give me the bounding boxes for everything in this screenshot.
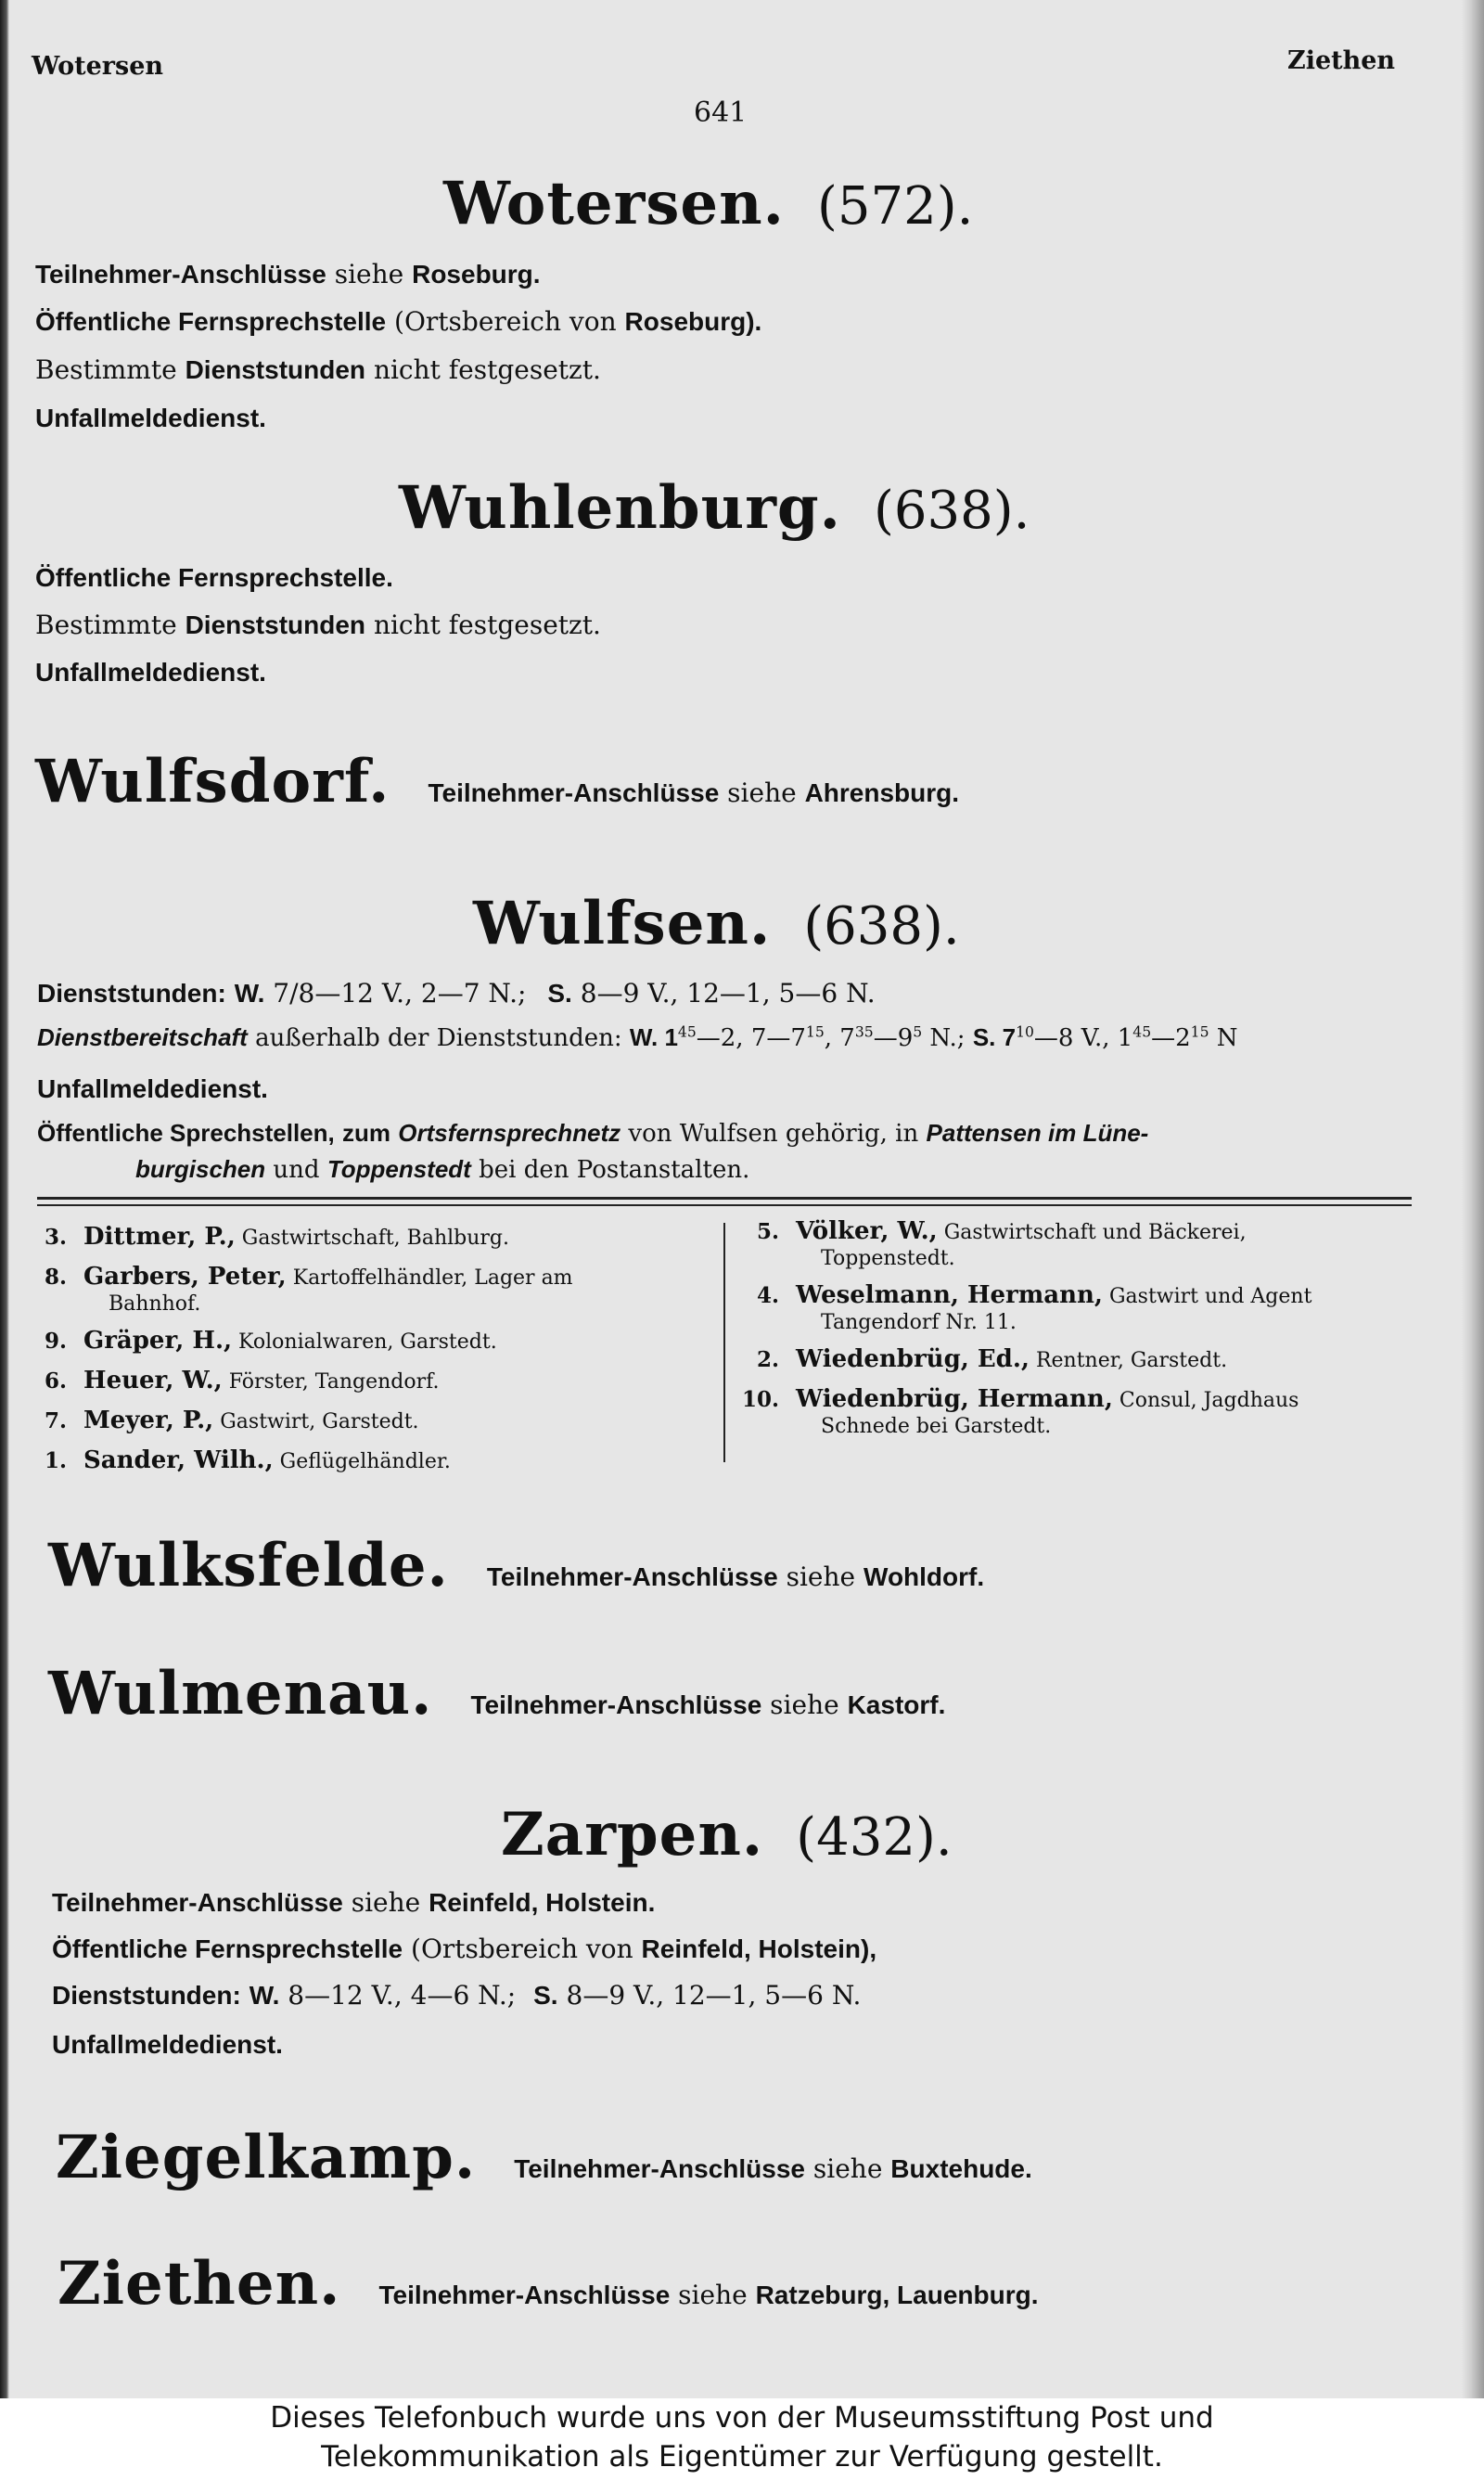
subscriber-number: 4. — [756, 1283, 779, 1308]
city-name: Wotersen. — [443, 169, 785, 238]
wuhlenburg-line-2: Bestimmte Dienststunden nicht festgesetzt. — [35, 610, 601, 640]
subscriber-number: 8. — [44, 1265, 67, 1290]
wulfsen-unfall: Unfallmeldedienst. — [37, 1074, 268, 1103]
section-wuhlenburg-heading — [399, 473, 1030, 543]
subscriber-description: Geflügelhändler. — [273, 1450, 451, 1473]
running-head-left: Wotersen — [32, 52, 164, 81]
zarpen-line-2: Öffentliche Fernsprechstelle (Ortsbereich von Reinfeld, Holstein), — [52, 1934, 877, 1964]
subscriber-description-continued: Toppenstedt. — [821, 1246, 955, 1270]
subscriber-number: 6. — [44, 1368, 67, 1394]
subscriber-description: Kolonialwaren, Garstedt. — [232, 1330, 497, 1354]
section-wulfsen-heading — [473, 889, 960, 958]
footer-line-2: Telekommunikation als Eigentümer zur Verfügung gestellt. — [321, 2440, 1163, 2474]
subscriber-description: Gastwirtschaft, Bahlburg. — [235, 1227, 510, 1250]
city-name: Ziethen. — [58, 2249, 341, 2319]
subscriber-description: Consul, Jagdhaus — [1112, 1389, 1299, 1412]
book-spine-shadow — [0, 0, 9, 2398]
page-number: 641 — [694, 96, 748, 129]
subscriber-name: Wiedenbrüg, Hermann, — [796, 1385, 1113, 1413]
subscriber-name: Völker, W., — [796, 1217, 938, 1245]
subscriber-description: Rentner, Garstedt. — [1029, 1349, 1228, 1372]
subscriber-description: Kartoffelhändler, Lager am — [286, 1266, 573, 1290]
subscriber-number: 9. — [44, 1329, 67, 1354]
section-zarpen-heading — [501, 1800, 953, 1870]
subscriber-number: 1. — [44, 1448, 67, 1473]
wotersen-line-3: Bestimmte Dienststunden nicht festgesetzt. — [35, 354, 601, 385]
wotersen-line-2: Öffentliche Fernsprechstelle (Ortsbereich von Roseburg). — [35, 306, 762, 337]
wulfsen-public-2: burgischen und Toppenstedt bei den Postanstalten. — [135, 1155, 750, 1184]
zarpen-line-4: Unfallmeldedienst. — [52, 2030, 283, 2059]
city-name: Wuhlenburg. — [399, 473, 841, 543]
city-name: Zarpen. — [501, 1800, 764, 1870]
subscriber-description: Gastwirt und Agent — [1102, 1285, 1312, 1308]
subscriber-entry — [733, 1385, 1298, 1440]
footer-credit — [0, 2398, 1484, 2480]
page-edge-shadow — [1462, 0, 1484, 2398]
subscriber-entry — [733, 1345, 1227, 1375]
wuhlenburg-line-1: Öffentliche Fernsprechstelle. — [35, 563, 393, 592]
subscriber-entry — [20, 1367, 440, 1396]
subscriber-number: 7. — [44, 1408, 67, 1433]
city-name: Wulmenau. — [48, 1659, 433, 1728]
city-name: Wulfsdorf. — [35, 747, 390, 816]
area-code: (572). — [817, 176, 974, 237]
subscriber-number: 3. — [44, 1225, 67, 1250]
subscriber-entry — [20, 1327, 497, 1356]
city-name: Wulfsen. — [473, 889, 772, 958]
subscriber-description: Gastwirt, Garstedt. — [213, 1410, 419, 1433]
subscriber-entry — [733, 1281, 1311, 1336]
subscriber-name: Weselmann, Hermann, — [796, 1281, 1103, 1309]
section-wulfsdorf: Wulfsdorf. Teilnehmer-Anschlüsse siehe Ahrensburg. — [35, 747, 960, 816]
subscriber-name: Wiedenbrüg, Ed., — [796, 1345, 1030, 1373]
wulfsen-hours: Dienststunden: W. 7/8—12 V., 2—7 N.; S. 8—9 V., 12—1, 5—6 N. — [37, 978, 876, 1009]
wuhlenburg-line-3: Unfallmeldedienst. — [35, 658, 266, 687]
subscriber-name: Sander, Wilh., — [83, 1446, 274, 1474]
subscriber-number: 2. — [756, 1347, 779, 1372]
section-wulmenau: Wulmenau. Teilnehmer-Anschlüsse siehe Kastorf. — [48, 1659, 946, 1728]
subscriber-name: Gräper, H., — [83, 1327, 233, 1355]
zarpen-line-1: Teilnehmer-Anschlüsse siehe Reinfeld, Holstein. — [52, 1887, 656, 1918]
subscriber-entry — [20, 1223, 509, 1253]
section-wulksfelde: Wulksfelde. Teilnehmer-Anschlüsse siehe Wohldorf. — [48, 1531, 985, 1600]
section-ziegelkamp: Ziegelkamp. Teilnehmer-Anschlüsse siehe Buxtehude. — [56, 2123, 1032, 2192]
footer-line-1: Dieses Telefonbuch wurde uns von der Museumsstiftung Post und — [270, 2401, 1214, 2435]
double-rule-bottom — [37, 1204, 1412, 1206]
subscriber-description: Gastwirtschaft und Bäckerei, — [937, 1221, 1247, 1244]
subscriber-name: Garbers, Peter, — [83, 1263, 287, 1291]
subscriber-name: Heuer, W., — [83, 1367, 223, 1394]
subscriber-entry — [733, 1217, 1247, 1272]
subscriber-name: Dittmer, P., — [83, 1223, 236, 1251]
subscriber-number: 5. — [756, 1219, 779, 1244]
section-wotersen-heading — [443, 169, 973, 238]
double-rule-top — [37, 1197, 1412, 1200]
running-head-right: Ziethen — [1287, 46, 1396, 75]
subscriber-entry — [20, 1446, 451, 1476]
section-ziethen: Ziethen. Teilnehmer-Anschlüsse siehe Ratzeburg, Lauenburg. — [58, 2249, 1039, 2319]
subscriber-description-continued: Tangendorf Nr. 11. — [821, 1310, 1017, 1334]
column-divider — [723, 1223, 725, 1462]
wulfsen-standby: Dienstbereitschaft außerhalb der Dienststunden: W. $1^{45}—2$, $7—7^{15}$, $7^{35}—9^5$ N.; S. $7^{10}—8$ V., $1^{45}—2^{15}$ N — [37, 1023, 1238, 1052]
area-code: (638). — [803, 896, 960, 957]
wotersen-line-1: Teilnehmer-Anschlüsse siehe Roseburg. — [35, 259, 541, 289]
area-code: (638). — [874, 481, 1030, 541]
subscriber-description-continued: Bahnhof. — [109, 1291, 201, 1316]
city-name: Ziegelkamp. — [56, 2123, 477, 2192]
subscriber-description-continued: Schnede bei Garstedt. — [821, 1414, 1052, 1438]
wotersen-line-4: Unfallmeldedienst. — [35, 404, 266, 432]
zarpen-line-3: Dienststunden: W. 8—12 V., 4—6 N.; S. 8—9 V., 12—1, 5—6 N. — [52, 1980, 862, 2011]
subscriber-entry — [20, 1407, 419, 1436]
city-name: Wulksfelde. — [48, 1531, 449, 1600]
subscriber-name: Meyer, P., — [83, 1407, 214, 1434]
area-code: (432). — [796, 1807, 953, 1868]
subscriber-description: Förster, Tangendorf. — [222, 1370, 440, 1394]
subscriber-entry — [20, 1263, 573, 1317]
wulfsen-public-1: Öffentliche Sprechstellen, zum Ortsfernsprechnetz von Wulfsen gehörig, in Pattensen im Lüne- — [37, 1119, 1149, 1148]
subscriber-number: 10. — [741, 1387, 779, 1412]
